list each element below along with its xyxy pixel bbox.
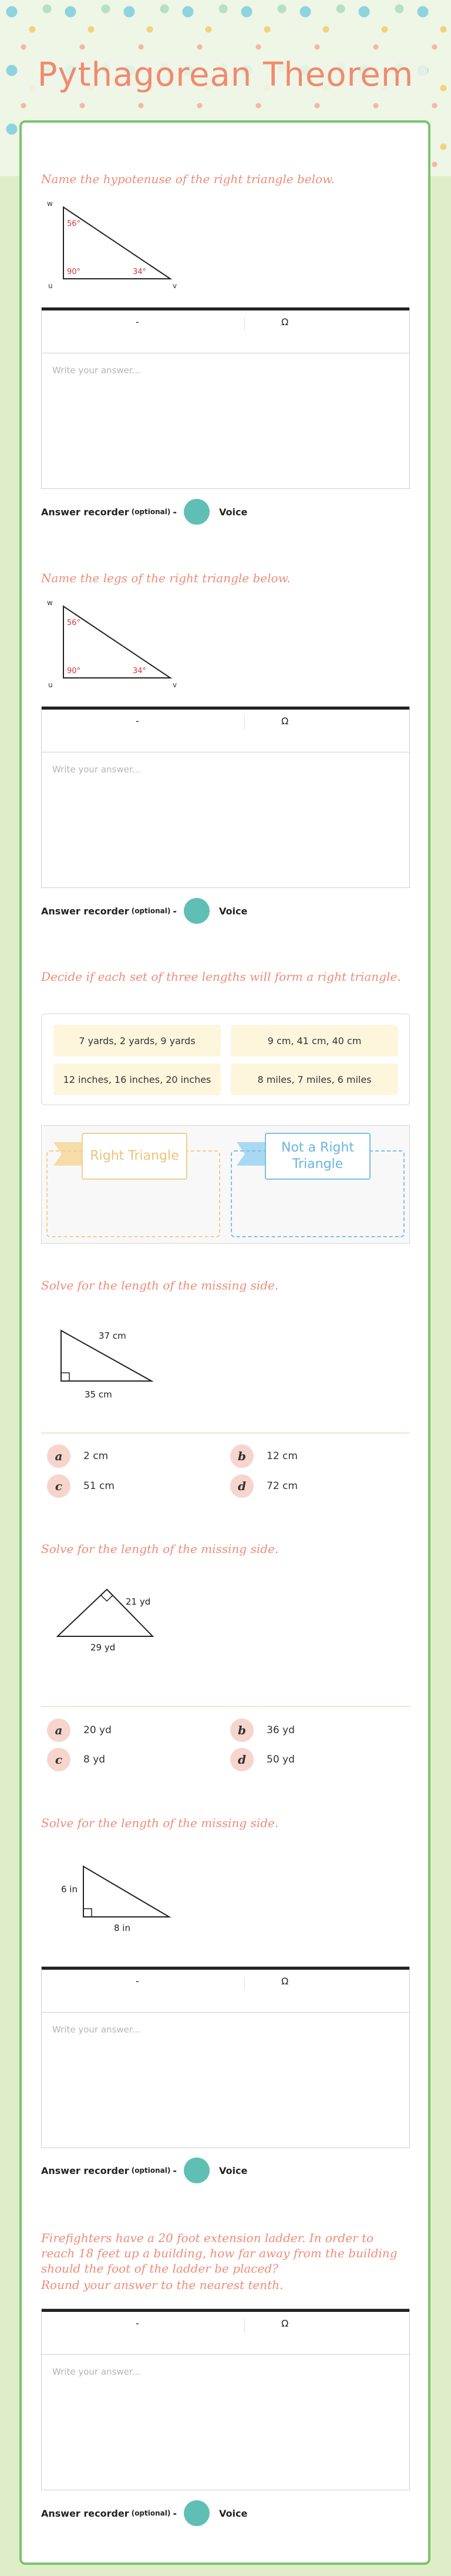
q3-sets-box (41, 1014, 410, 1105)
q7-prompt: Firefighters have a 20 foot extension ladder. In order to reach 18 feet up a building, how far away from the building should the foot of the ladder be placed? (41, 2231, 398, 2275)
q6-voice-label: Voice (219, 2165, 248, 2176)
q4-choice-text: 2 cm (83, 1450, 109, 1462)
q6-recorder-separator: - (173, 2165, 177, 2176)
q3-prompt: Decide if each set of three lengths will form a right triangle. (41, 970, 401, 984)
q6-answer-input[interactable]: Write your answer... (52, 2024, 140, 2035)
q2-vertex-bottom-right: v (173, 681, 177, 689)
q6-answer-box[interactable] (41, 1966, 410, 2148)
q2-vertex-top: w (47, 599, 53, 607)
page-title: Pythagorean Theorem (23, 56, 428, 94)
q6-prompt: Solve for the length of the missing side. (41, 1816, 279, 1830)
q7-answer-toolbar (42, 2309, 409, 2355)
q2-recorder-optional: (optional) (131, 907, 171, 915)
q5-choice-b[interactable] (230, 1719, 295, 1742)
q1-answer-box[interactable] (41, 307, 410, 489)
q2-angle-bottom-right: 34° (133, 667, 147, 676)
q5-prompt: Solve for the length of the missing side. (41, 1542, 279, 1556)
q3-sort-area (41, 1125, 410, 1244)
title-wrap (0, 56, 451, 94)
q7-toolbar-dash-button[interactable]: - (136, 2318, 139, 2329)
q5-divider (41, 1706, 410, 1707)
q1-angle-right: 90° (67, 268, 81, 276)
q4-choice-text: 51 cm (83, 1480, 115, 1492)
q2-triangle-diagram (47, 596, 182, 690)
q3-bucket-not-right-triangle-label: Not a Right Triangle (265, 1133, 371, 1180)
q2-toolbar-separator (244, 717, 245, 730)
q7-voice-label: Voice (219, 2507, 248, 2519)
q1-triangle-diagram (47, 197, 182, 291)
q6-toolbar-separator (244, 1977, 245, 1990)
q2-prompt: Name the legs of the right triangle below. (41, 571, 291, 585)
q1-recorder-optional: (optional) (131, 508, 171, 516)
q5-choice-a[interactable] (47, 1719, 112, 1742)
q2-answer-recorder (41, 898, 247, 924)
q5-hypotenuse-label: 29 yd (90, 1642, 116, 1653)
q3-set-card[interactable]: 8 miles, 7 miles, 6 miles (231, 1064, 398, 1095)
q6-toolbar-dash-button[interactable]: - (136, 1976, 139, 1987)
q5-choice-text: 8 yd (83, 1754, 106, 1765)
q4-choice-b[interactable] (230, 1444, 298, 1468)
q5-choice-badge: c (47, 1748, 70, 1771)
q1-toolbar-omega-button[interactable]: Ω (281, 316, 289, 328)
q2-angle-right: 90° (67, 667, 81, 676)
q1-vertex-top: w (47, 200, 53, 208)
q7-recorder-optional: (optional) (131, 2509, 171, 2517)
q4-choice-badge: d (230, 1474, 254, 1498)
q7-toolbar-omega-button[interactable]: Ω (281, 2318, 289, 2329)
q2-answer-input[interactable]: Write your answer... (52, 764, 140, 775)
q1-prompt: Name the hypotenuse of the right triangle below. (41, 172, 335, 186)
q4-base-label: 35 cm (85, 1389, 112, 1400)
q1-vertex-bottom-right: v (173, 282, 177, 290)
q2-record-button[interactable] (184, 898, 210, 924)
q7-answer-input[interactable]: Write your answer... (52, 2366, 140, 2377)
q4-choice-badge: b (230, 1444, 254, 1468)
q1-answer-input[interactable]: Write your answer... (52, 365, 140, 376)
q2-answer-toolbar (42, 707, 409, 752)
q1-angle-top: 56° (67, 220, 81, 228)
q6-height-label: 6 in (61, 1884, 78, 1895)
q5-choice-badge: b (230, 1719, 254, 1742)
q6-recorder-optional: (optional) (131, 2166, 171, 2175)
q5-choice-text: 36 yd (267, 1724, 295, 1736)
q6-answer-toolbar (42, 1967, 409, 2013)
q3-set-card[interactable]: 7 yards, 2 yards, 9 yards (53, 1025, 221, 1056)
q2-toolbar-omega-button[interactable]: Ω (281, 715, 289, 727)
q6-base-label: 8 in (114, 1923, 130, 1933)
q2-angle-top: 56° (67, 619, 81, 627)
q7-instruction: Round your answer to the nearest tenth. (41, 2278, 284, 2292)
q5-leg-label: 21 yd (126, 1596, 151, 1607)
q1-voice-label: Voice (219, 506, 248, 518)
q6-answer-recorder (41, 2158, 247, 2183)
q7-answer-box[interactable] (41, 2308, 410, 2490)
q4-hypotenuse-label: 37 cm (99, 1331, 126, 1341)
q5-choice-text: 20 yd (83, 1724, 112, 1736)
q3-set-card[interactable]: 12 inches, 16 inches, 20 inches (53, 1064, 221, 1095)
q5-triangle-diagram (53, 1585, 188, 1661)
q6-toolbar-omega-button[interactable]: Ω (281, 1976, 289, 1987)
q4-choice-badge: c (47, 1474, 70, 1498)
q6-record-button[interactable] (184, 2158, 210, 2183)
q4-choice-d[interactable] (230, 1474, 298, 1498)
q4-prompt: Solve for the length of the missing side. (41, 1278, 279, 1292)
q5-choice-c[interactable] (47, 1748, 105, 1771)
q7-toolbar-separator (244, 2319, 245, 2332)
q4-choice-a[interactable] (47, 1444, 108, 1468)
q6-triangle-diagram (59, 1859, 176, 1936)
q4-choice-c[interactable] (47, 1474, 115, 1498)
q7-answer-recorder (41, 2500, 247, 2526)
q4-choice-text: 72 cm (267, 1480, 298, 1492)
q1-toolbar-separator (244, 318, 245, 330)
q2-recorder-label: Answer recorder (41, 905, 129, 917)
q4-triangle-diagram (53, 1318, 170, 1406)
q6-recorder-label: Answer recorder (41, 2165, 129, 2176)
q1-record-button[interactable] (184, 499, 210, 525)
q2-vertex-bottom-left: u (48, 681, 53, 689)
q5-choice-badge: a (47, 1719, 70, 1742)
q7-recorder-label: Answer recorder (41, 2507, 129, 2519)
q5-choice-d[interactable] (230, 1748, 295, 1771)
q3-bucket-right-triangle-label: Right Triangle (82, 1133, 187, 1180)
q1-recorder-label: Answer recorder (41, 506, 129, 518)
q1-answer-recorder (41, 499, 247, 525)
q2-recorder-separator: - (173, 905, 177, 917)
q3-set-card[interactable]: 9 cm, 41 cm, 40 cm (231, 1025, 398, 1056)
q1-toolbar-dash-button[interactable]: - (136, 316, 139, 328)
q1-answer-toolbar (42, 308, 409, 353)
q1-angle-bottom-right: 34° (133, 268, 147, 276)
q1-vertex-bottom-left: u (48, 282, 53, 290)
q7-recorder-separator: - (173, 2507, 177, 2519)
q2-toolbar-dash-button[interactable]: - (136, 715, 139, 727)
q5-choice-text: 50 yd (267, 1754, 295, 1765)
q4-choice-badge: a (47, 1444, 70, 1468)
q2-voice-label: Voice (219, 905, 248, 917)
q1-recorder-separator: - (173, 506, 177, 518)
q2-answer-box[interactable] (41, 706, 410, 888)
q5-choice-badge: d (230, 1748, 254, 1771)
q4-choice-text: 12 cm (267, 1450, 298, 1462)
q7-record-button[interactable] (184, 2500, 210, 2526)
